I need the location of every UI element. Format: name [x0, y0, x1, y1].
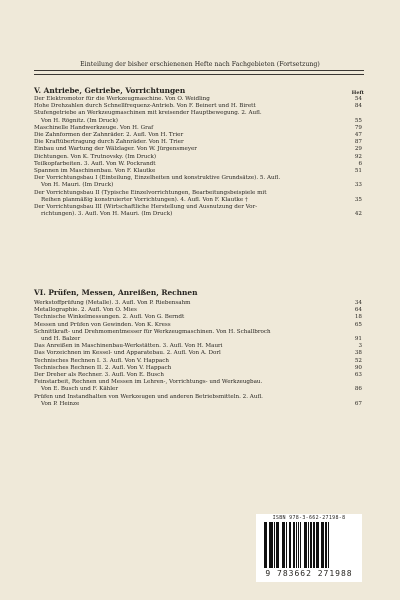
list-item: [34, 146, 362, 153]
entry-title: [34, 161, 348, 168]
section-list-v: [34, 96, 362, 218]
list-item: [34, 204, 362, 218]
entry-heft-number: 87: [354, 139, 362, 146]
entry-title: [34, 358, 348, 365]
entry-title: [34, 125, 348, 132]
entry-heft-number: 79: [354, 124, 362, 131]
section-title-v: V. Antriebe, Getriebe, Vorrichtungen: [34, 86, 186, 95]
entry-line: Technisches Rechnen I. 3. Aufl. Von V. Happach: [34, 357, 169, 364]
isbn-barcode: [256, 514, 362, 582]
page-header: Einteilung der bisher erschienenen Hefte nach Fachgebieten (Fortsetzung): [80, 61, 320, 68]
entry-line: Der Vorrichtungsbau III (Wirtschaftliche Herstellung und Ausnutzung der Vor-: [34, 204, 258, 211]
entry-title: [34, 103, 348, 110]
list-item: [34, 300, 362, 307]
entry-title: [34, 204, 348, 218]
entry-heft-number: 90: [354, 364, 362, 371]
isbn-text: ISBN 978-3-662-27198-8: [272, 515, 346, 521]
entry-line: Maschinelle Handwerkzeuge. Von H. Graf: [34, 124, 154, 131]
list-item: [34, 358, 362, 365]
entry-line: Das Anreißen in Maschinenbau-Werkstätten. 3. Aufl. Von H. Mauri: [34, 343, 223, 350]
entry-line: Dichtungen. Von K. Trutnovsky. (Im Druck): [34, 153, 157, 160]
entry-line: Messen und Prüfen von Gewinden. Von K. Kress: [34, 321, 171, 328]
entry-line: Von E. Busch und F. Kähler: [41, 386, 119, 393]
entry-heft-number: 63: [354, 372, 362, 379]
barcode-bars: [264, 522, 354, 568]
entry-title: [34, 110, 348, 124]
list-item: [34, 365, 362, 372]
list-item: [34, 139, 362, 146]
entry-line: Schnittkraft- und Drehmomentmesser für Werkzeugmaschinen. Von H. Schallbroch: [34, 328, 271, 335]
entry-title: [34, 96, 348, 103]
entry-title: [34, 300, 348, 307]
entry-heft-number: 3: [358, 343, 362, 350]
entry-line: Das Vorzeichnen im Kessel- und Apparatebau. 2. Aufl. Von A. Dorl: [34, 350, 221, 357]
list-item: [34, 322, 362, 329]
list-item: [34, 350, 362, 357]
header-rule-top: [34, 70, 364, 71]
entry-heft-number: 6: [358, 160, 362, 167]
entry-line: und H. Balzer: [41, 336, 81, 343]
list-item: [34, 372, 362, 379]
barcode-digits: 9 783662 271988: [265, 569, 353, 578]
list-item: [34, 329, 362, 343]
entry-title: [34, 146, 348, 153]
list-item: [34, 343, 362, 350]
entry-title: [34, 372, 348, 379]
entry-heft-number: 92: [354, 153, 362, 160]
entry-heft-number: 38: [354, 350, 362, 357]
list-item: [34, 175, 362, 189]
entry-line: Die Zahnformen der Zahnräder. 2. Aufl. Von H. Trier: [34, 132, 184, 139]
entry-line: Teilkopfarbeiten. 3. Aufl. Von W. Pockrandt: [34, 160, 156, 167]
list-item: [34, 307, 362, 314]
entry-heft-number: 86: [354, 386, 362, 393]
entry-heft-number: 64: [354, 307, 362, 314]
entry-line: Spannen im Maschinenbau. Von F. Klautke: [34, 168, 156, 175]
list-item: [34, 314, 362, 321]
entry-line: Technisches Rechnen II. 2. Aufl. Von V. Happach: [34, 364, 172, 371]
list-item: [34, 132, 362, 139]
entry-heft-number: 18: [354, 314, 362, 321]
entry-heft-number: 34: [354, 300, 362, 306]
entry-heft-number: 84: [354, 103, 362, 110]
entry-title: [34, 394, 348, 408]
entry-title: [34, 154, 348, 161]
entry-heft-number: 29: [354, 146, 362, 153]
section-list-vi: [34, 300, 362, 408]
entry-line: Der Dreher als Rechner. 3. Aufl. Von E. Busch: [34, 372, 164, 379]
entry-heft-number: 33: [354, 182, 362, 189]
list-item: [34, 154, 362, 161]
entry-heft-number: 35: [354, 196, 362, 203]
entry-heft-number: 54: [354, 96, 362, 102]
list-item: [34, 190, 362, 204]
entry-line: Von P. Heinze: [41, 400, 80, 407]
entry-heft-number: 51: [354, 168, 362, 175]
entry-heft-number: 52: [354, 357, 362, 364]
entry-title: [34, 307, 348, 314]
list-item: [34, 96, 362, 103]
list-item: [34, 103, 362, 110]
entry-line: richtungen). 3. Aufl. Von H. Mauri. (Im Druck): [41, 211, 173, 218]
list-item: [34, 394, 362, 408]
entry-heft-number: 91: [354, 336, 362, 343]
entry-title: [34, 132, 348, 139]
entry-line: Werkstoffprüfung (Metalle). 3. Aufl. Von P. Riebensahm: [34, 300, 191, 306]
entry-title: [34, 350, 348, 357]
entry-line: Metallographie. 2. Aufl. Von O. Mies: [34, 307, 137, 314]
entry-title: [34, 343, 348, 350]
entry-title: [34, 365, 348, 372]
entry-line: Stufengetriebe an Werkzeugmaschinen mit kreisender Hauptbewegung. 2. Aufl.: [34, 110, 262, 117]
entry-title: [34, 139, 348, 146]
list-item: [34, 379, 362, 393]
entry-line: Die Kraftübertragung durch Zahnräder. Von H. Trier: [34, 139, 184, 146]
entry-title: [34, 322, 348, 329]
entry-heft-number: 47: [354, 132, 362, 139]
entry-line: Einbau und Wartung der Wälzlager. Von W. Jürgensmeyer: [34, 146, 197, 153]
entry-line: Prüfen und Instandhalten von Werkzeugen und anderen Betriebsmitteln. 2. Aufl.: [34, 393, 263, 400]
entry-heft-number: 42: [354, 211, 362, 218]
list-item: [34, 125, 362, 132]
entry-line: Der Elektromotor für die Werkzeugmaschine. Von O. Weidling: [34, 96, 210, 102]
entry-heft-number: 65: [354, 321, 362, 328]
header-rule-bottom: [34, 74, 364, 75]
entry-line: Der Vorrichtungsbau II (Typische Einzelvorrichtungen, Bearbeitungsbeispiele mit: [34, 189, 267, 196]
entry-line: Von H. Rögnitz. (Im Druck): [41, 117, 118, 124]
list-item: [34, 161, 362, 168]
entry-line: Hohe Drehzahlen durch Schnellfrequenz-Antrieb. Von F. Beinert und H. Birett: [34, 103, 256, 110]
entry-title: [34, 379, 348, 393]
entry-line: Feinstarbeit, Rechnen und Messen im Lehren-, Vorrichtungs- und Werkzeugbau.: [34, 379, 263, 386]
entry-line: Reihen planmäßig konstruierter Vorrichtungen). 4. Aufl. Von F. Klautke †: [41, 196, 248, 203]
entry-title: [34, 314, 348, 321]
section-title-vi: VI. Prüfen, Messen, Anreißen, Rechnen: [34, 288, 198, 297]
entry-line: Der Vorrichtungsbau I (Einteilung, Einzelheiten und konstruktive Grundsätze). 5. Aufl.: [34, 175, 281, 182]
heft-column-label: Heft: [351, 90, 364, 96]
entry-title: [34, 175, 348, 189]
entry-heft-number: 67: [354, 400, 362, 407]
list-item: [34, 110, 362, 124]
entry-line: Von H. Mauri. (Im Druck): [41, 182, 114, 189]
entry-line: Technische Winkelmessungen. 2. Aufl. Von G. Berndt: [34, 314, 185, 321]
entry-heft-number: 55: [354, 117, 362, 124]
entry-title: [34, 190, 348, 204]
entry-title: [34, 329, 348, 343]
